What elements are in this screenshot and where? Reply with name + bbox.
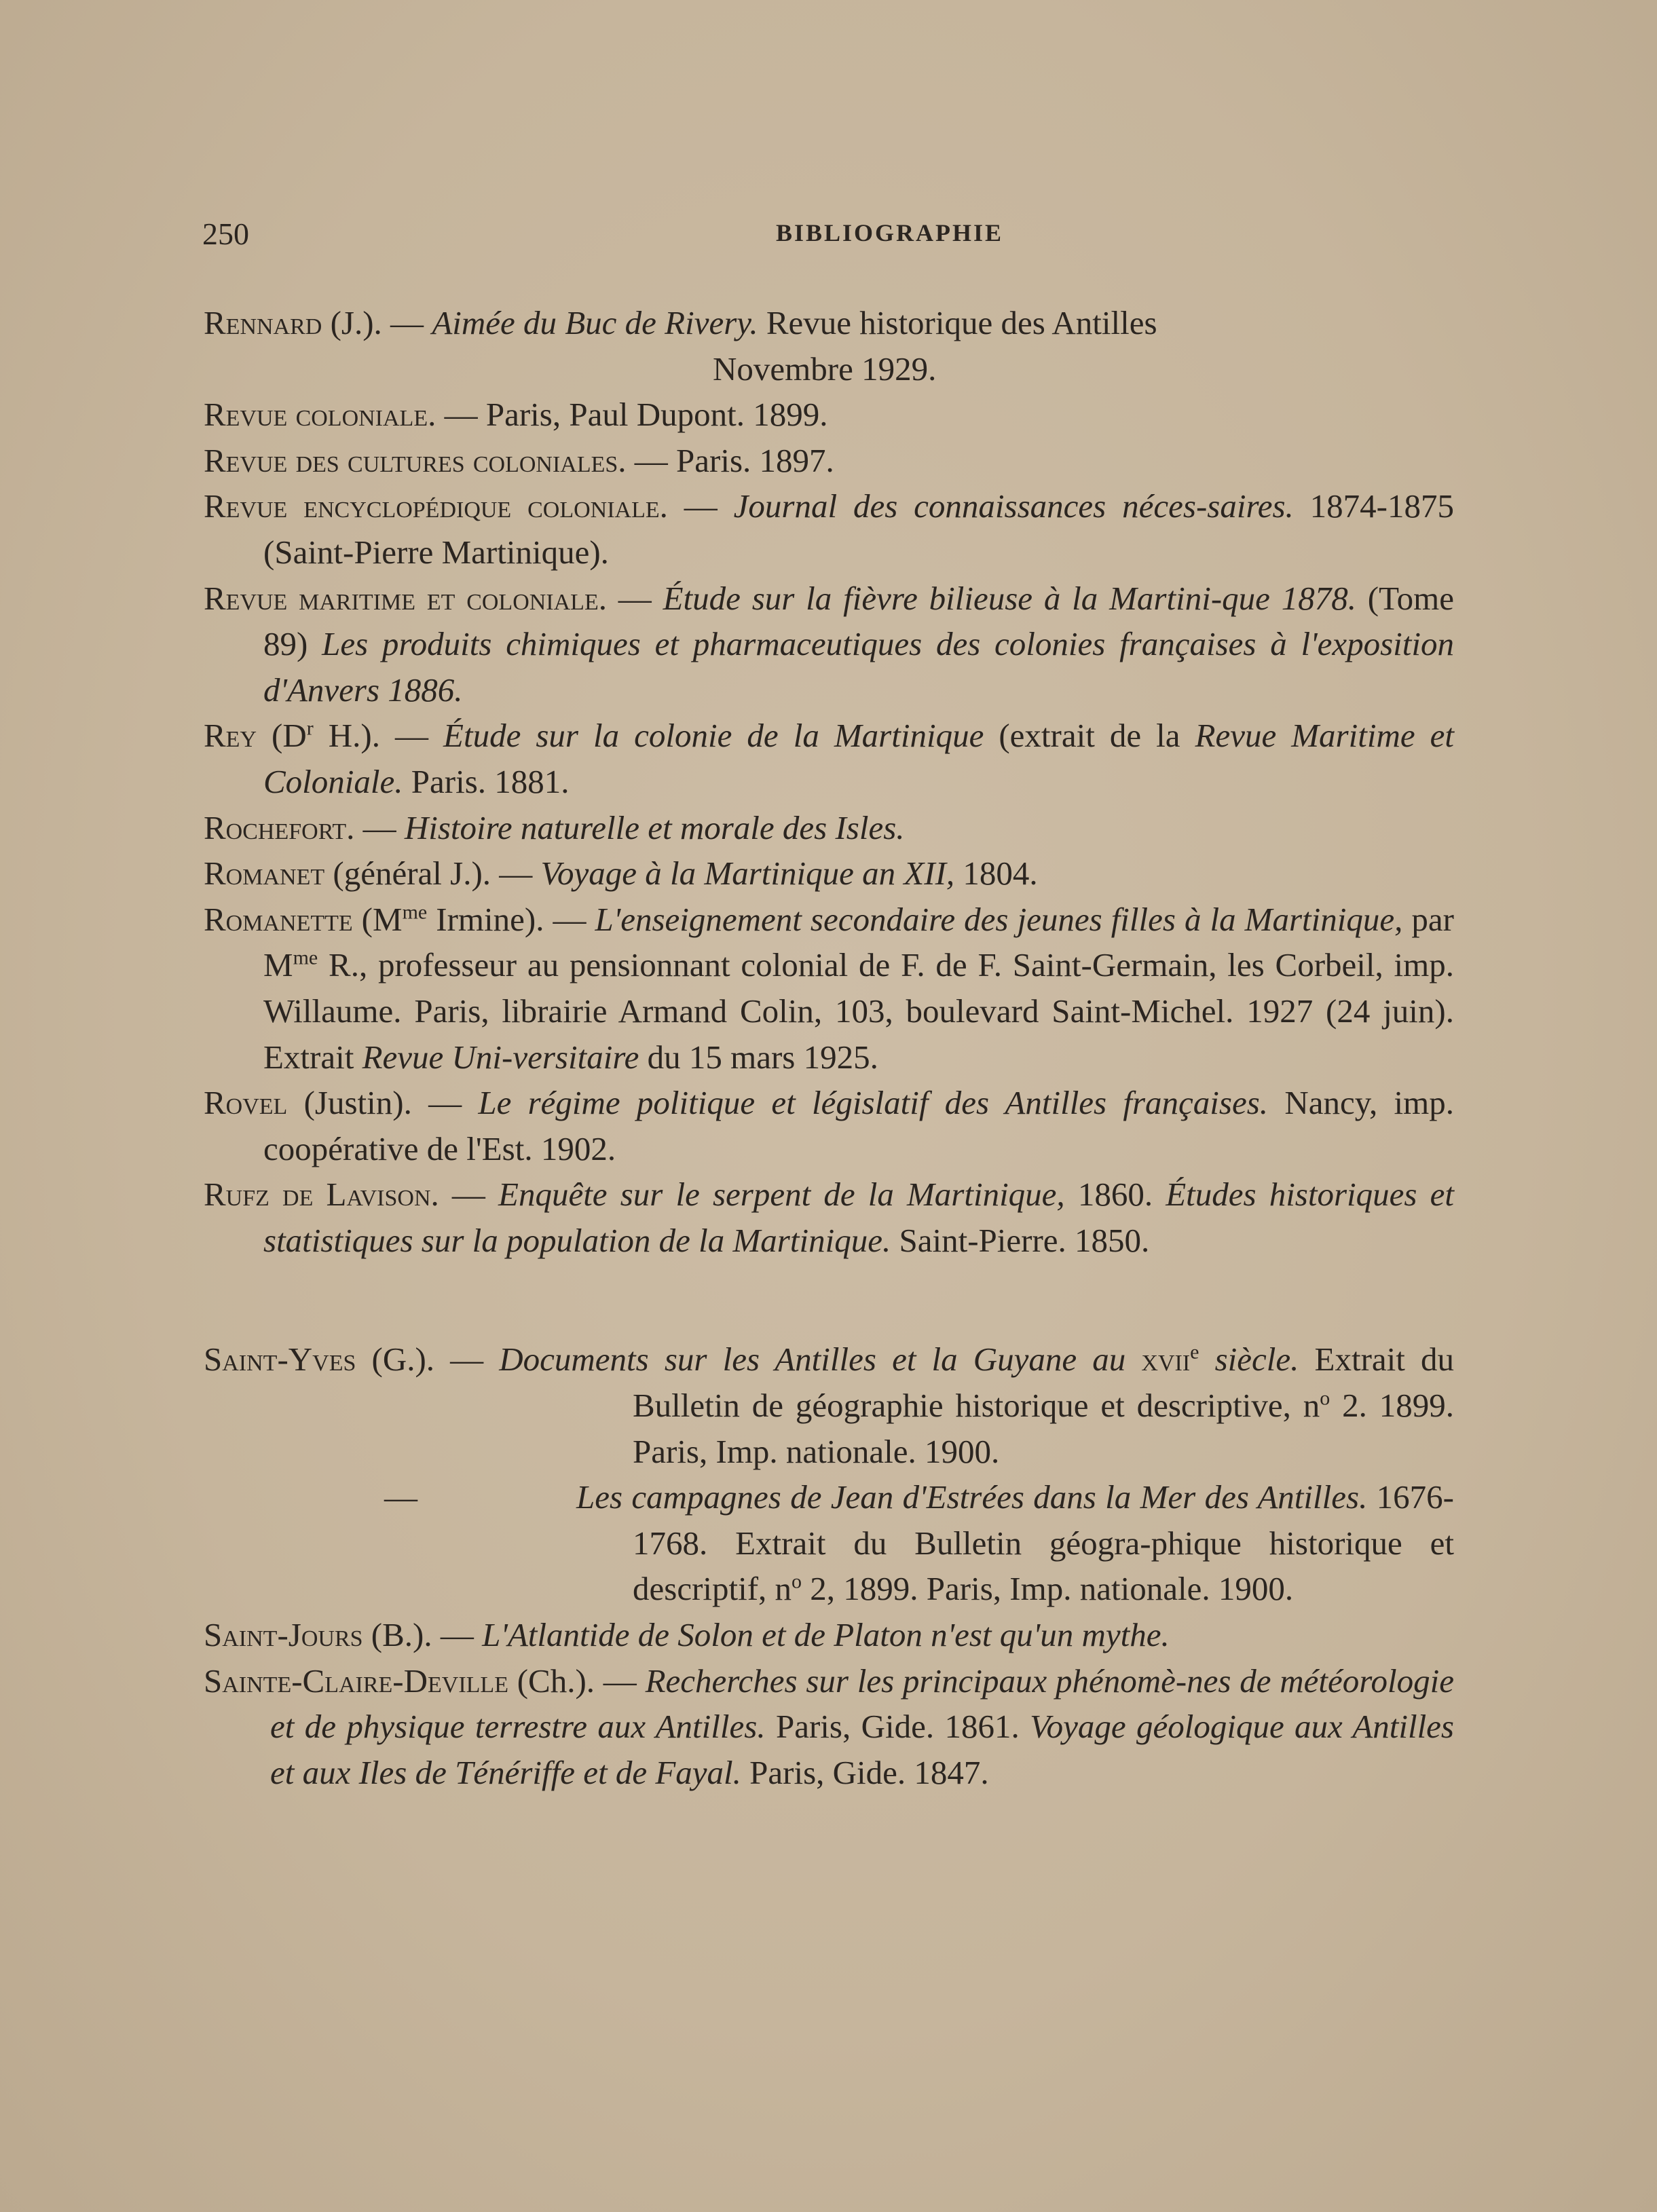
- entry-text: 1804.: [954, 855, 1038, 893]
- entry-text: (Tome 89): [263, 579, 1454, 663]
- superscript: o: [1320, 1387, 1330, 1410]
- entry-text: Nancy, imp. coopérative de l'Est. 1902.: [263, 1084, 1454, 1167]
- superscript: o: [792, 1571, 802, 1594]
- entry-title: Enquête sur le serpent de la Martinique,: [498, 1176, 1065, 1214]
- entry-text: (M: [352, 900, 403, 938]
- entry-title: Voyage à la Martinique an XII,: [540, 855, 955, 893]
- entry-author: Rochefort.: [204, 808, 355, 846]
- entry-text: Paris, Gide. 1847.: [741, 1753, 989, 1791]
- bibliography-entry: [204, 300, 1454, 346]
- entry-title: Aimée du Buc de Rivery.: [432, 304, 758, 341]
- entry-text: (extrait de la: [984, 717, 1195, 755]
- entry-title: Recherches sur les principaux phénomè-nes de météorologie et de physique terrestre aux Antilles.: [270, 1662, 1454, 1746]
- entry-text: (Ch.). —: [508, 1662, 646, 1700]
- entry-title: Les campagnes de Jean d'Estrées dans la Mer des Antilles.: [576, 1478, 1368, 1516]
- entry-title: Revue Maritime et Coloniale.: [263, 717, 1454, 800]
- entry-author: Romanet: [204, 855, 325, 893]
- entry-title: L'Atlantide de Solon et de Platon n'est qu'un mythe.: [482, 1616, 1170, 1654]
- entry-title: Voyage géologique aux Antilles et aux Iles de Ténériffe et de Fayal.: [270, 1708, 1454, 1791]
- entry-title: Étude sur la fièvre bilieuse à la Martini-que 1878.: [663, 579, 1356, 617]
- entry-author: Revue des cultures coloniales.: [204, 441, 627, 479]
- bibliography-entry: [204, 713, 1454, 804]
- entry-text: —: [439, 1176, 499, 1214]
- entry-title: siècle.: [1199, 1341, 1299, 1379]
- entry-text: 2. 1899. Paris, Imp. nationale. 1900.: [633, 1387, 1454, 1470]
- entry-author: Revue maritime et coloniale.: [204, 579, 607, 617]
- entry-text: 1676-1768. Extrait du Bulletin géogra-phique historique et descriptif, n: [633, 1478, 1454, 1608]
- entry-author: Revue encyclopédique coloniale.: [204, 487, 668, 525]
- entry-title: L'enseignement secondaire des jeunes filles à la Martinique,: [595, 900, 1403, 938]
- entry-title: Études historiques et statistiques sur la population de la Martinique.: [263, 1176, 1454, 1259]
- bibliography-entry: [204, 1658, 1454, 1796]
- entry-author: Rovel: [204, 1084, 288, 1122]
- bibliography-entry: [204, 576, 1454, 713]
- entry-author: Sainte-Claire-Deville: [204, 1662, 508, 1700]
- entry-text: Extrait du Bulletin de géographie historique et descriptive, n: [633, 1341, 1454, 1425]
- entry-text: Saint-Pierre. 1850.: [891, 1221, 1150, 1259]
- entry-text: — Paris, Paul Dupont. 1899.: [436, 396, 828, 434]
- bibliography-entry: [204, 850, 1454, 897]
- entry-text: R., professeur au pensionnant colonial de F. de F. Saint-Germain, les Corbeil, imp. Willaume. Paris, librairie Armand Colin, 103, boulevard Saint-Michel. 1927 (24 juin). Extrait: [263, 946, 1454, 1076]
- entry-author: Saint-Jours: [204, 1616, 363, 1654]
- entry-author: xvii: [1141, 1341, 1191, 1379]
- section-gap: [204, 1263, 1454, 1336]
- entry-text: 1860.: [1064, 1176, 1166, 1214]
- bibliography-entry: [204, 438, 1454, 484]
- bibliography-entry: [204, 1336, 1454, 1474]
- ditto-dash: —: [384, 1478, 417, 1516]
- entry-text: Paris, Gide. 1861.: [765, 1708, 1030, 1746]
- bibliography-list: [204, 300, 1454, 1795]
- bibliography-entry: [204, 897, 1454, 1080]
- entry-text: Revue historique des Antilles: [758, 304, 1157, 341]
- entry-text: (B.). —: [362, 1616, 483, 1654]
- bibliography-entry: [204, 346, 1454, 392]
- entry-text: 1874-1875 (Saint-Pierre Martinique).: [263, 487, 1454, 571]
- entry-author: Rey: [204, 717, 257, 755]
- bibliography-entry: [204, 1612, 1454, 1658]
- entry-title: Journal des connaissances néces-saires.: [733, 487, 1294, 525]
- entry-title: Les produits chimiques et pharmaceutiques des colonies françaises à l'exposition d'Anvers 1886.: [263, 625, 1454, 709]
- entry-text: Irmine). —: [427, 900, 595, 938]
- entry-text: H.). —: [313, 717, 444, 755]
- entry-text: Novembre 1929.: [713, 350, 937, 388]
- running-title: BIBLIOGRAPHIE: [775, 219, 1004, 246]
- bibliography-entry: [204, 483, 1454, 575]
- entry-text: —: [667, 487, 734, 525]
- bibliography-entry: [204, 392, 1454, 438]
- entry-text: Paris. 1881.: [403, 762, 570, 800]
- entry-author: Romanette: [204, 900, 353, 938]
- entry-text: —: [606, 579, 663, 617]
- entry-text: (G.). —: [356, 1341, 500, 1379]
- bibliography-entry: [204, 805, 1454, 851]
- entry-text: (J.). —: [322, 304, 432, 341]
- entry-text: (général J.). —: [324, 855, 541, 893]
- entry-author: Rennard: [204, 304, 322, 341]
- entry-title: Documents sur les Antilles et la Guyane au: [499, 1341, 1142, 1379]
- bibliography-entry: [204, 1474, 1454, 1612]
- entry-text: par M: [263, 900, 1454, 984]
- entry-text: du 15 mars 1925.: [639, 1038, 878, 1076]
- entry-title: Revue Uni-versitaire: [362, 1038, 639, 1076]
- entry-title: Le régime politique et législatif des Antilles françaises.: [478, 1084, 1269, 1122]
- entry-author: Revue coloniale.: [204, 396, 436, 434]
- entry-text: — Paris. 1897.: [626, 441, 834, 479]
- superscript: e: [1190, 1341, 1199, 1364]
- superscript: me: [402, 901, 428, 924]
- bibliography-entry: [204, 1171, 1454, 1263]
- page-number: 250: [202, 217, 249, 251]
- entry-text: 2, 1899. Paris, Imp. nationale. 1900.: [802, 1570, 1294, 1608]
- superscript: me: [293, 946, 318, 969]
- entry-author: Saint-Yves: [204, 1341, 356, 1379]
- bibliography-entry: [204, 1080, 1454, 1171]
- superscript: r: [306, 717, 314, 741]
- entry-text: (Justin). —: [287, 1084, 479, 1122]
- entry-title: Histoire naturelle et morale des Isles.: [404, 808, 905, 846]
- entry-text: (D: [257, 717, 307, 755]
- entry-text: —: [354, 808, 405, 846]
- entry-author: Rufz de Lavison.: [204, 1176, 439, 1214]
- entry-title: Étude sur la colonie de la Martinique: [443, 717, 984, 755]
